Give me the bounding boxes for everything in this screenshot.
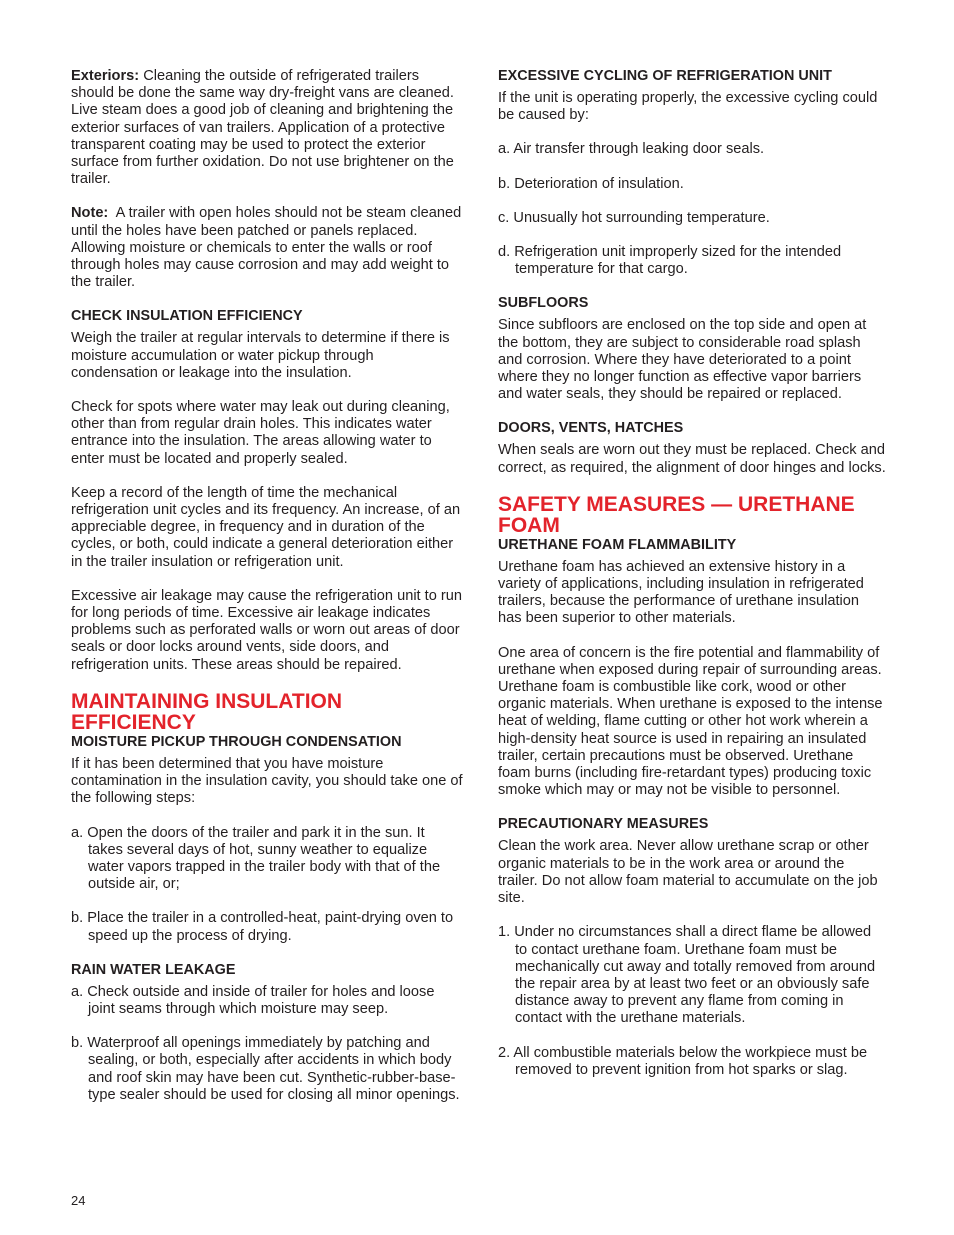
safety-measures-title: SAFETY MEASURES — URETHANE FOAM <box>498 492 855 537</box>
precaution-item-1: 1. Under no circumstances shall a direct flame be allowed to contact urethane foam. Urethane foam must be mechanically cut away and totally removed from around the repair area by at least two feet or an obviously safe distance away to prevent any flame from coming in contact with the urethane materials. <box>498 924 876 1027</box>
excessive-cycling-intro: If the unit is operating properly, the excessive cycling could be caused by: <box>498 90 878 124</box>
cycling-item-a: a. Air transfer through leaking door seals. <box>498 141 765 158</box>
right-column <box>498 68 886 1096</box>
rain-step-a: a. Check outside and inside of trailer for holes and loose joint seams through which moisture may seep. <box>71 983 435 1017</box>
note-paragraph <box>71 205 463 291</box>
check-insulation-p1: Weigh the trailer at regular intervals to determine if there is moisture accumulation or water pickup through condensation or leakage into the insulation. <box>71 330 450 381</box>
flammability-p1: Urethane foam has achieved an extensive history in a variety of applications, including insulation in refrigerated trailers, because the performance of urethane insulation has been superior to other materials. <box>498 558 864 627</box>
doors-vents-text: When seals are worn out they must be replaced. Check and correct, as required, the alignment of door hinges and locks. <box>498 442 886 476</box>
precautionary-heading: PRECAUTIONARY MEASURES <box>498 816 709 833</box>
cycling-item-b: b. Deterioration of insulation. <box>498 175 684 192</box>
precautionary-intro: Clean the work area. Never allow urethane scrap or other organic materials to be in the work area or around the trailer. Do not allow foam material to accumulate on the job site. <box>498 838 878 907</box>
moisture-intro: If it has been determined that you have moisture contamination in the insulation cavity, you should take one of the following steps: <box>71 755 463 807</box>
cycling-item-c: c. Unusually hot surrounding temperature. <box>498 209 770 226</box>
maintaining-insulation-title: MAINTAINING INSULATION EFFICIENCY <box>71 689 343 734</box>
exteriors-runin: Exteriors: <box>71 68 140 84</box>
note-text: A trailer with open holes should not be steam cleaned until the holes have been patched or panels replaced. Allowing moisture or chemicals to enter the walls or roof through holes may cause corrosion and may add weight to the trailer. <box>71 205 462 291</box>
flammability-p2: One area of concern is the fire potential and flammability of urethane when exposed during repair of surrounding areas. Urethane foam is combustible like cork, wood or other organic materials. When urethane is exposed to the intense heat of welding, flame cutting or other hot work wherein a high-density heat source is used in repairing an insulated trailer, certain precautions must be observed. Urethane foam burns (including fire-retardant types) producing toxic smoke which may or may not be visible to personnel. <box>498 644 883 799</box>
cycling-item-d: d. Refrigeration unit improperly sized for the intended temperature for that cargo. <box>498 244 842 278</box>
subfloors-text: Since subfloors are enclosed on the top side and open at the bottom, they are subject to considerable road splash and corrosion. Where they have deteriorated to a point where they no longer function as effective vapor barriers and water seals, they should be repaired or replaced. <box>498 317 867 403</box>
exteriors-text: Cleaning the outside of refrigerated trailers should be done the same way dry-freight vans are cleaned. Live steam does a good job of cleaning and brightening the exterior surfaces of van trailers. Application of a protective transparent coating may be used to protect the exterior surface from further oxidation. Do not use brightener on the trailer. <box>71 68 454 188</box>
moisture-step-a: a. Open the doors of the trailer and park it in the sun. It takes several days of hot, sunny weather to equalize water vapors trapped in the trailer body with that of the outside air, or; <box>71 824 441 893</box>
flammability-heading: URETHANE FOAM FLAMMABILITY <box>498 536 737 553</box>
precaution-item-2: 2. All combustible materials below the workpiece must be removed to prevent ignition from hot sparks or slag. <box>498 1044 868 1078</box>
left-column <box>71 68 463 1121</box>
exteriors-paragraph <box>71 68 463 188</box>
rain-water-heading: RAIN WATER LEAKAGE <box>71 961 236 978</box>
moisture-pickup-heading: MOISTURE PICKUP THROUGH CONDENSATION <box>71 733 402 750</box>
note-runin: Note: <box>71 205 109 222</box>
check-insulation-p3: Keep a record of the length of time the mechanical refrigeration unit cycles and its frequency. An increase, of an appreciable degree, in frequency and in duration of the cycles, or both, could indicate a general deterioration either in the trailer insulation or refrigeration unit. <box>71 484 461 570</box>
check-insulation-p2: Check for spots where water may leak out during cleaning, other than from regular drain holes. This indicates water entrance into the insulation. The areas allowing water to enter must be located and properly sealed. <box>71 399 450 467</box>
check-insulation-heading: CHECK INSULATION EFFICIENCY <box>71 308 303 325</box>
check-insulation-p4: Excessive air leakage may cause the refrigeration unit to run for long periods of time. Excessive air leakage indicates problems such as perforated walls or worn out areas of door seals or door locks around vents, side doors, and refrigeration units. These areas should be repaired. <box>71 587 462 673</box>
rain-step-b: b. Waterproof all openings immediately by patching and sealing, or both, especially after accidents in which body and roof skin may have been cut. Synthetic-rubber-base-type sealer should be used for closing all minor openings. <box>71 1035 460 1103</box>
doors-vents-heading: DOORS, VENTS, HATCHES <box>498 420 684 437</box>
subfloors-heading: SUBFLOORS <box>498 295 589 312</box>
excessive-cycling-heading: EXCESSIVE CYCLING OF REFRIGERATION UNIT <box>498 68 832 84</box>
page-number: 24 <box>71 1193 86 1208</box>
moisture-step-b: b. Place the trailer in a controlled-heat, paint-drying oven to speed up the process of drying. <box>71 910 454 944</box>
